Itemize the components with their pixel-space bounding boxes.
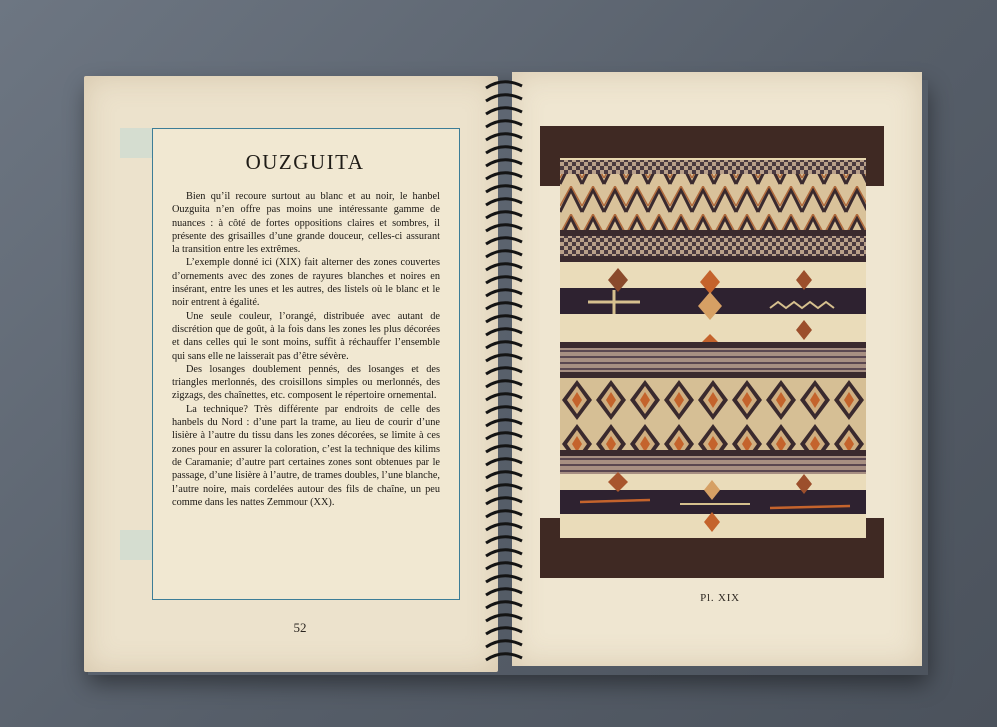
spiral-coil — [486, 147, 522, 153]
article-body — [172, 190, 440, 509]
spiral-coil — [486, 238, 522, 244]
spiral-coil — [486, 446, 522, 452]
paragraph-3: Une seule couleur, l’orangé, distribuée avec autant de discrétion que de goût, à la fois dans les zones les plus décorées et dans celles qui le sont moins, suffit à réchauffer l’ensemble qui sans elle ne laisserait pas d’être sévère. — [172, 310, 440, 362]
spiral-coil — [486, 95, 522, 101]
spiral-coil — [486, 355, 522, 361]
spiral-coil — [486, 589, 522, 595]
paragraph-2: L’exemple donné ici (XIX) fait alterner des zones couvertes d’ornements avec des zones de rayures blanches et noires en insérant, entre les unes et les autres, des listels où le blanc et le noir entrent à égalité. — [172, 257, 440, 309]
spiral-coil — [486, 342, 522, 348]
spiral-coil — [486, 160, 522, 166]
spiral-coil — [486, 186, 522, 192]
spiral-coil — [486, 264, 522, 270]
spiral-coil — [486, 550, 522, 556]
spiral-coil — [486, 121, 522, 127]
spiral-coil — [486, 212, 522, 218]
spiral-coil — [486, 641, 522, 647]
spiral-binding — [484, 72, 524, 672]
plate-notch-right — [864, 186, 884, 518]
spiral-coil — [486, 615, 522, 621]
spiral-coil — [486, 576, 522, 582]
paragraph-1: Bien qu’il recoure surtout au blanc et au noir, le hanbel Ouzguita n’en offre pas moins une intéressante gamme de nuances : à côté de fortes oppositions claires et sombres, il présente des grisailles d’une grande douceur, celles-ci assurant la transition entre les extrêmes. — [172, 191, 440, 256]
spiral-coil — [486, 485, 522, 491]
spiral-coil — [486, 524, 522, 530]
spiral-coil — [486, 498, 522, 504]
spiral-coil — [486, 329, 522, 335]
plate-notch-left — [540, 186, 560, 518]
spiral-coil — [486, 433, 522, 439]
spiral-coil — [486, 199, 522, 205]
spiral-coil — [486, 225, 522, 231]
spiral-coil — [486, 459, 522, 465]
spiral-coil — [486, 303, 522, 309]
spiral-coil — [486, 563, 522, 569]
paragraph-4: Des losanges doublement pennés, des losanges et des triangles merlonnés, des croisillons simples ou merlonnés, des zigzags, des chaînettes, etc. composent le répertoire ornemental. — [172, 363, 440, 402]
spiral-coil — [486, 290, 522, 296]
textile-plate-image — [560, 158, 866, 538]
page-title: OUZGUITA — [245, 150, 365, 174]
spiral-coil — [486, 173, 522, 179]
spiral-coil — [486, 407, 522, 413]
spiral-coil — [486, 251, 522, 257]
spiral-coil — [486, 108, 522, 114]
spiral-coil — [486, 602, 522, 608]
spiral-coil — [486, 368, 522, 374]
spiral-coil — [486, 82, 522, 88]
spiral-coil — [486, 134, 522, 140]
spiral-coil — [486, 628, 522, 634]
spiral-coil — [486, 277, 522, 283]
edge-tab-top — [120, 128, 152, 158]
plate-caption: Pl. XIX — [700, 592, 740, 604]
paragraph-5: La technique? Très différente par endroits de celle des hanbels du Nord : d’une part la trame, au lieu de courir d’une lisière à l’autre du tissu dans les zones décorées, se limite à ces zones pour en assurer la coloration, c’est la technique des kilims de Caramanie; d’autre part certaines zones sont obtenues par le passage, d’une lisière à l’autre, de trames doubles, l’une blanche, l’autre noire, mais cordelées autour des fils de chaîne, un peu comme dans les nattes Zemmour (XX). — [172, 403, 440, 508]
spiral-coil — [486, 654, 522, 660]
edge-tab-bottom — [120, 530, 152, 560]
spiral-coil — [486, 420, 522, 426]
spiral-coil — [486, 511, 522, 517]
page-number: 52 — [293, 620, 307, 635]
spiral-coil — [486, 381, 522, 387]
spiral-coil — [486, 394, 522, 400]
spiral-coil — [486, 472, 522, 478]
spiral-coil — [486, 537, 522, 543]
spiral-coil — [486, 316, 522, 322]
